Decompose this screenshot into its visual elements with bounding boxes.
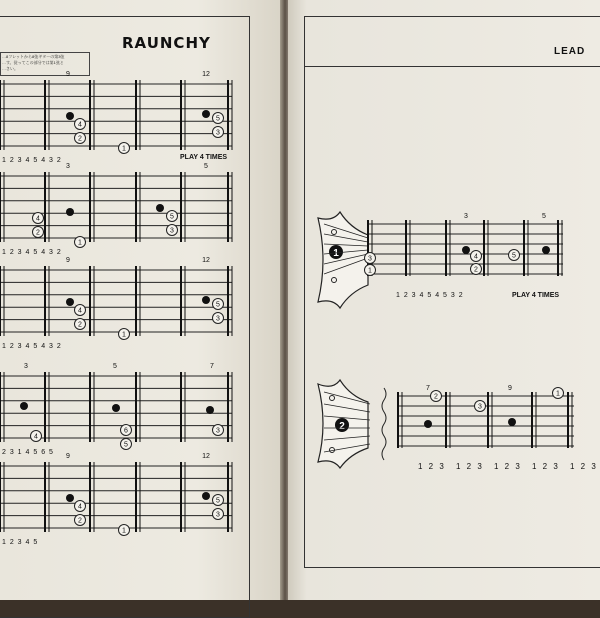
fret-number-label: 9 — [66, 71, 70, 78]
note-dot — [508, 418, 516, 426]
note-dot — [112, 404, 120, 412]
play-instruction: PLAY 4 TIMES — [180, 154, 228, 161]
finger-sequence: 1 2 3 — [494, 462, 522, 471]
finger-circle-number: 1 — [78, 239, 82, 247]
finger-circle-number: 4 — [78, 307, 82, 315]
finger-circle-number: 3 — [216, 129, 220, 137]
finger-circle-number: 4 — [36, 215, 40, 223]
finger-circle-number: 2 — [78, 135, 82, 143]
finger-sequence: 1 2 3 — [456, 462, 484, 471]
japanese-note-line: …8フレットから8弦ギターの第3弦 — [2, 54, 65, 59]
note-dot — [156, 204, 164, 212]
finger-circle-number: 5 — [170, 213, 174, 221]
finger-sequence: 1 2 3 4 5 4 5 3 2 — [396, 292, 464, 299]
fret-number-label: 9 — [66, 453, 70, 460]
finger-circle-number: 1 — [122, 527, 126, 535]
finger-circle-number: 3 — [216, 427, 220, 435]
finger-circle-number: 5 — [216, 301, 220, 309]
fret-number-label: 5 — [204, 163, 208, 170]
diagram-number: 2 — [339, 421, 345, 432]
finger-circle-number: 4 — [474, 253, 478, 261]
finger-sequence: 2 3 1 4 5 6 5 — [2, 449, 54, 456]
japanese-note-line: …す。従ってこの部分では第1弦と — [2, 60, 64, 65]
finger-circle-number: 1 — [368, 267, 372, 275]
finger-circle-number: 4 — [78, 503, 82, 511]
finger-circle-number: 5 — [216, 497, 220, 505]
finger-circle-number: 2 — [78, 321, 82, 329]
note-dot — [202, 296, 210, 304]
fret-number-label: 3 — [464, 213, 468, 220]
note-dot — [462, 246, 470, 254]
fret-number-label: 5 — [113, 363, 117, 370]
finger-circle-number: 2 — [36, 229, 40, 237]
finger-circle-number: 2 — [78, 517, 82, 525]
finger-sequence: 1 2 3 — [570, 462, 598, 471]
note-dot — [542, 246, 550, 254]
finger-circle-number: 2 — [434, 393, 438, 401]
fret-number-label: 7 — [426, 385, 430, 392]
note-dot — [202, 110, 210, 118]
note-dot — [206, 406, 214, 414]
finger-circle-number: 5 — [124, 441, 128, 449]
finger-sequence: 1 2 3 — [418, 462, 446, 471]
note-dot — [66, 112, 74, 120]
fret-number-label: 12 — [202, 71, 210, 78]
finger-sequence: 1 2 3 4 5 — [2, 539, 39, 546]
right-fretboard-diagrams — [288, 0, 600, 600]
finger-circle-number: 3 — [216, 315, 220, 323]
japanese-note-line: …さい。 — [2, 66, 18, 71]
note-dot — [66, 298, 74, 306]
fret-number-label: 5 — [542, 213, 546, 220]
fret-number-label: 9 — [508, 385, 512, 392]
note-dot — [66, 494, 74, 502]
fret-number-label: 12 — [202, 453, 210, 460]
fret-number-label: 9 — [66, 257, 70, 264]
finger-circle-number: 3 — [170, 227, 174, 235]
finger-sequence: 1 2 3 4 5 4 3 2 — [2, 343, 62, 350]
play-instruction: PLAY 4 TIMES — [512, 292, 560, 299]
finger-circle-number: 3 — [216, 511, 220, 519]
left-page — [0, 0, 282, 600]
finger-circle-number: 1 — [122, 331, 126, 339]
note-dot — [66, 208, 74, 216]
finger-circle-number: 6 — [124, 427, 128, 435]
finger-circle-number: 5 — [512, 252, 516, 260]
finger-circle-number: 3 — [368, 255, 372, 263]
finger-circle-number: 3 — [478, 403, 482, 411]
finger-sequence: 1 2 3 4 5 4 3 2 — [2, 249, 62, 256]
finger-sequence: 1 2 3 4 5 4 3 2 — [2, 157, 62, 164]
finger-circle-number: 4 — [34, 433, 38, 441]
right-page — [288, 0, 600, 600]
fret-number-label: 3 — [66, 163, 70, 170]
break-mark — [382, 388, 386, 460]
finger-circle-number: 4 — [78, 121, 82, 129]
diagram-number: 1 — [333, 248, 339, 259]
note-dot — [424, 420, 432, 428]
fret-number-label: 7 — [210, 363, 214, 370]
song-title: RAUNCHY — [122, 34, 211, 52]
section-title: LEAD — [554, 46, 586, 57]
finger-circle-number: 1 — [556, 390, 560, 398]
fret-number-label: 3 — [24, 363, 28, 370]
finger-sequence: 1 2 3 — [532, 462, 560, 471]
note-dot — [20, 402, 28, 410]
finger-circle-number: 2 — [474, 266, 478, 274]
left-fretboard-diagrams — [0, 0, 282, 600]
finger-circle-number: 1 — [122, 145, 126, 153]
finger-circle-number: 5 — [216, 115, 220, 123]
note-dot — [202, 492, 210, 500]
fret-number-label: 12 — [202, 257, 210, 264]
